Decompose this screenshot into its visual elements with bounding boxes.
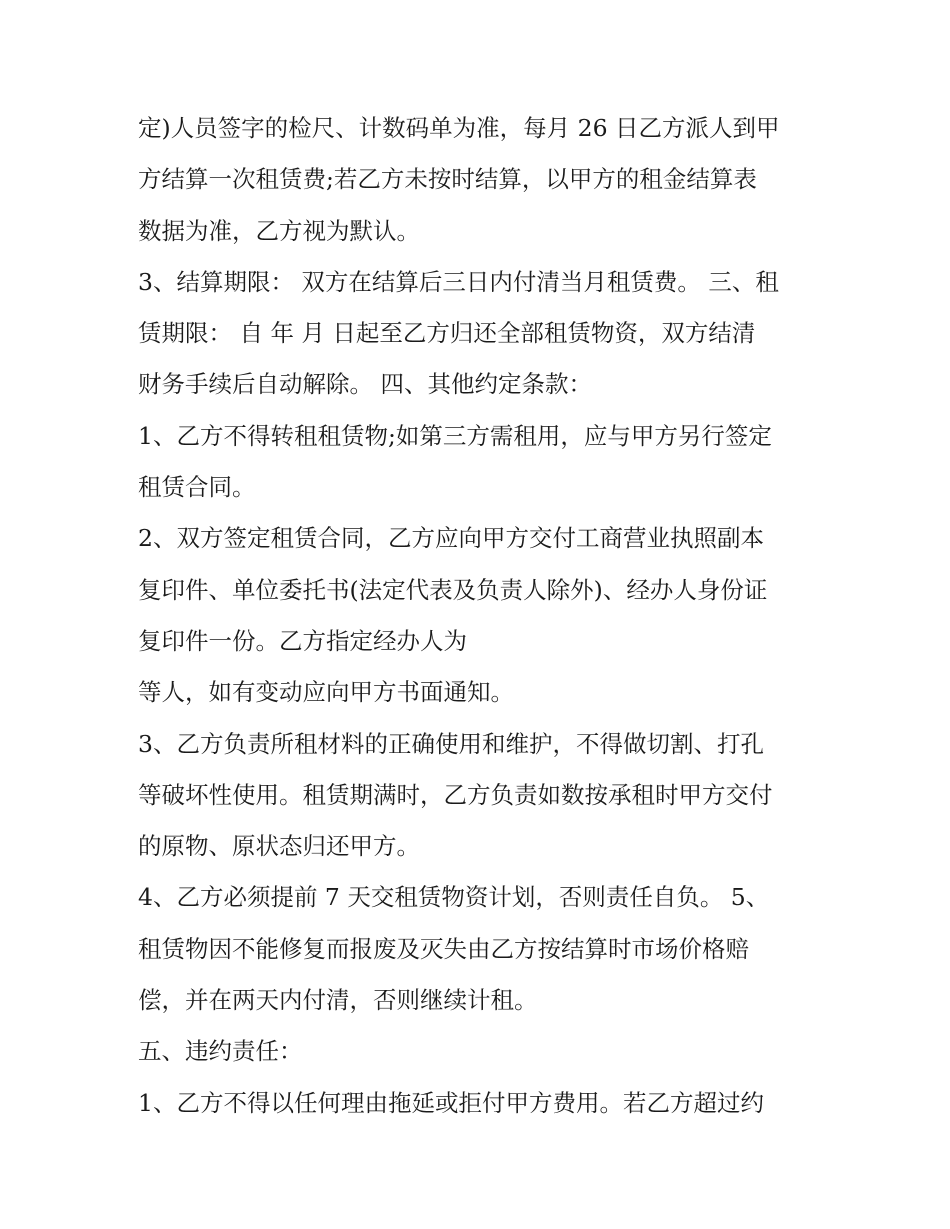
text-line: 偿，并在两天内付清，否则继续计租。 bbox=[138, 986, 538, 1015]
text-line: 复印件、单位委托书(法定代表及负责人除外)、经办人身份证 bbox=[138, 575, 768, 604]
text-line: 租赁物因不能修复而报废及灭失由乙方按结算时市场价格赔 bbox=[138, 934, 749, 963]
text-line: 1、乙方不得以任何理由拖延或拒付甲方费用。若乙方超过约 bbox=[138, 1088, 764, 1117]
text-line: 等人，如有变动应向甲方书面通知。 bbox=[138, 678, 514, 707]
text-line: 财务手续后自动解除。 四、其他约定条款： bbox=[138, 370, 592, 399]
text-line: 4、乙方必须提前 7 天交租赁物资计划，否则责任自负。 5、 bbox=[138, 883, 770, 912]
text-line: 2、双方签定租赁合同，乙方应向甲方交付工商营业执照副本 bbox=[138, 524, 764, 553]
text-line: 数据为准，乙方视为默认。 bbox=[138, 216, 420, 245]
text-line: 五、违约责任： bbox=[138, 1037, 303, 1066]
text-line: 3、乙方负责所租材料的正确使用和维护，不得做切割、打孔 bbox=[138, 729, 764, 758]
text-line: 方结算一次租赁费;若乙方未按时结算，以甲方的租金结算表 bbox=[138, 165, 757, 194]
text-line: 的原物、原状态归还甲方。 bbox=[138, 832, 420, 861]
text-line: 租赁合同。 bbox=[138, 473, 256, 502]
text-line: 3、结算期限： 双方在结算后三日内付清当月租赁费。 三、租 bbox=[138, 267, 779, 296]
text-line: 赁期限： 自 年 月 日起至乙方归还全部租赁物资，双方结清 bbox=[138, 319, 756, 348]
document-body bbox=[138, 103, 828, 1129]
text-line: 1、乙方不得转租租赁物;如第三方需租用，应与甲方另行签定 bbox=[138, 421, 772, 450]
text-line: 复印件一份。乙方指定经办人为 bbox=[138, 626, 467, 655]
text-line: 等破坏性使用。租赁期满时，乙方负责如数按承租时甲方交付 bbox=[138, 780, 773, 809]
text-line: 定)人员签字的检尺、计数码单为准，每月 26 日乙方派人到甲 bbox=[138, 114, 780, 142]
